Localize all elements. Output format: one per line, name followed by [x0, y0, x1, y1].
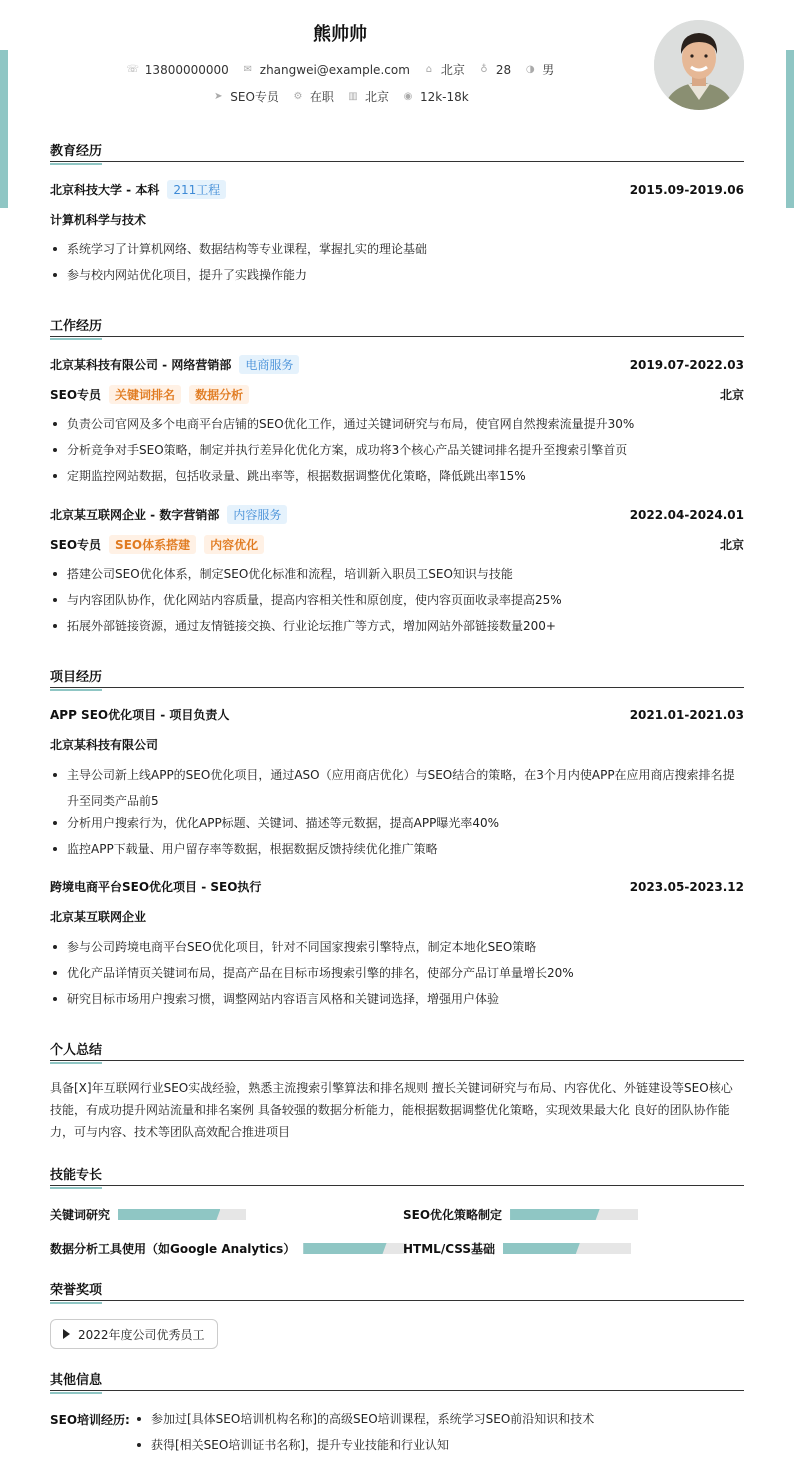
other-section [50, 1369, 744, 1391]
target-city-value: 北京 [364, 90, 389, 104]
project-date: 2023.05-2023.12 [629, 879, 744, 894]
projects-section [50, 666, 744, 688]
education-section [50, 140, 744, 162]
project-name: 跨境电商平台SEO优化项目 - SEO执行 [50, 880, 262, 894]
list-item: 优化产品详情页关键词布局，提高产品在目标市场搜索引擎的排名，使部分产品订单量增长20% [50, 960, 744, 986]
avatar [654, 20, 744, 110]
phone-info [126, 63, 229, 77]
age-value: 28 [495, 62, 512, 77]
email-info [241, 63, 410, 77]
send-icon: ➤ [214, 91, 223, 102]
list-item: 系统学习了计算机网络、数据结构等专业课程，掌握扎实的理论基础 [50, 236, 744, 262]
education-header-row [50, 180, 744, 199]
skill-name: SEO优化策略制定 [403, 1208, 503, 1222]
skill-item [403, 1240, 631, 1257]
home-icon: ⌂ [425, 64, 433, 75]
summary-section [50, 1039, 744, 1061]
salary-value: 12k-18k [419, 89, 469, 104]
skill-item [403, 1206, 638, 1223]
cake-icon: ♁ [480, 64, 488, 75]
industry-tag: 内容服务 [227, 505, 287, 524]
job-header-row [50, 355, 744, 374]
skill-name: 数据分析工具使用（如Google Analytics） [50, 1242, 296, 1256]
gender-info [523, 61, 554, 78]
industry-tag: 电商服务 [239, 355, 299, 374]
list-item: 参加过[具体SEO培训机构名称]的高级SEO培训课程，系统学习SEO前沿知识和技术 [134, 1406, 744, 1432]
skill-bar [503, 1243, 631, 1254]
salary-info [401, 90, 469, 104]
section-title: 教育经历 [50, 140, 744, 162]
skill-tag: 关键词排名 [109, 385, 181, 404]
list-item: 分析用户搜索行为，优化APP标题、关键词、描述等元数据，提高APP曝光率40% [50, 810, 744, 836]
section-title: 荣誉奖项 [50, 1279, 744, 1301]
job-role-row [50, 535, 744, 554]
skill-bar-fill [303, 1243, 386, 1254]
list-item: 与内容团队协作，优化网站内容质量，提高内容相关性和原创度，使内容页面收录率提高25% [50, 587, 744, 613]
awards-section [50, 1279, 744, 1301]
skill-tag: 内容优化 [204, 535, 264, 554]
skill-bar-fill [503, 1243, 580, 1254]
contact-row [50, 61, 630, 78]
section-title: 其他信息 [50, 1369, 744, 1391]
project-header-row [50, 706, 744, 723]
skill-bar [510, 1209, 638, 1220]
city-value: 北京 [440, 63, 465, 77]
age-info [477, 63, 511, 77]
job-role: SEO专员 [50, 388, 102, 402]
award-label: 2022年度公司优秀员工 [78, 1327, 205, 1342]
list-item: 拓展外部链接资源，通过友情链接交换、行业论坛推广等方式，增加网站外部链接数量200+ [50, 613, 744, 639]
phone-icon: ☏ [126, 64, 140, 75]
job-date: 2022.04-2024.01 [629, 507, 744, 522]
list-item: 获得[相关SEO培训证书名称]，提升专业技能和行业认知 [134, 1432, 744, 1458]
company-name: 北京某互联网企业 - 数字营销部 [50, 508, 220, 522]
school-tag: 211工程 [167, 180, 226, 199]
skill-tag: SEO体系搭建 [109, 535, 196, 554]
gear-icon: ⚙ [293, 91, 303, 102]
skill-tag: 数据分析 [189, 385, 249, 404]
job-intent-row [50, 88, 630, 105]
email-value: zhangwei@example.com [259, 62, 410, 77]
skill-bar-fill [510, 1209, 600, 1220]
gender-icon: ◑ [525, 64, 535, 75]
company-name: 北京某科技有限公司 - 网络营销部 [50, 358, 232, 372]
job-role: SEO专员 [50, 538, 102, 552]
major-row [50, 211, 744, 228]
list-item: 负责公司官网及多个电商平台店铺的SEO优化工作，通过关键词研究与布局，使官网自然搜索流量提升30% [50, 411, 744, 437]
award-item[interactable] [50, 1319, 218, 1349]
skill-bar-fill [118, 1209, 220, 1220]
list-item: 参与校内网站优化项目，提升了实践操作能力 [50, 262, 744, 288]
job-header-row [50, 505, 744, 524]
mail-icon: ✉ [243, 64, 252, 75]
list-item: 搭建公司SEO优化体系，制定SEO优化标准和流程，培训新入职员工SEO知识与技能 [50, 561, 744, 587]
project-header-row [50, 878, 744, 895]
skills-section [50, 1164, 744, 1186]
project-company: 北京某科技有限公司 [50, 738, 159, 752]
list-item: 研究目标市场用户搜索习惯，调整网站内容语言风格和关键词选择，增强用户体验 [50, 986, 744, 1012]
skill-bar [303, 1243, 407, 1254]
candidate-name: 熊帅帅 [313, 24, 367, 45]
section-title: 技能专长 [50, 1164, 744, 1186]
list-item: 主导公司新上线APP的SEO优化项目，通过ASO（应用商店优化）与SEO结合的策略，在3个月内使APP在应用商店搜索排名提升至同类产品前5 [50, 762, 744, 814]
position-value: SEO专员 [230, 90, 279, 104]
education-date: 2015.09-2019.06 [629, 182, 744, 197]
skill-name: 关键词研究 [50, 1208, 111, 1222]
coin-icon: ◉ [403, 91, 413, 102]
section-title: 工作经历 [50, 315, 744, 337]
summary-text: 具备[X]年互联网行业SEO实战经验，熟悉主流搜索引擎算法和排名规则 擅长关键词研究与布局、内容优化、外链建设等SEO核心技能，有成功提升网站流量和排名案例 具备较强的数据分析能力，能根据数据调整优化策略，实现效果最大化 良好的团队协作能力，可与内容、技术等团队高效配合推进项目 [50, 1081, 733, 1139]
school-name: 北京科技大学 - 本科 [50, 183, 160, 197]
city-info [422, 61, 465, 78]
job-location: 北京 [719, 538, 744, 552]
job-role-row [50, 385, 744, 404]
status-info [291, 88, 334, 105]
target-city-info [346, 88, 389, 105]
decor-bar-right [786, 50, 794, 208]
skill-item [50, 1240, 407, 1257]
project-name: APP SEO优化项目 - 项目负责人 [50, 708, 230, 722]
section-title: 项目经历 [50, 666, 744, 688]
resume-page [50, 0, 744, 1452]
job-location: 北京 [719, 388, 744, 402]
project-company-row [50, 736, 744, 753]
training-label: SEO培训经历: [50, 1413, 130, 1427]
list-item: 定期监控网站数据，包括收录量、跳出率等，根据数据调整优化策略，降低跳出率15% [50, 463, 744, 489]
position-info [211, 88, 279, 105]
work-section [50, 315, 744, 337]
phone-value: 13800000000 [144, 62, 229, 77]
list-item: 参与公司跨境电商平台SEO优化项目，针对不同国家搜索引擎特点，制定本地化SEO策略 [50, 934, 744, 960]
status-value: 在职 [309, 90, 334, 104]
decor-bar-left [0, 50, 8, 208]
project-company: 北京某互联网企业 [50, 910, 147, 924]
project-date: 2021.01-2021.03 [629, 707, 744, 722]
avatar-photo [654, 20, 744, 110]
skill-name: HTML/CSS基础 [403, 1242, 495, 1256]
job-date: 2019.07-2022.03 [629, 357, 744, 372]
skill-bar [118, 1209, 246, 1220]
project-company-row [50, 908, 744, 925]
major-name: 计算机科学与技术 [50, 213, 147, 227]
gender-value: 男 [542, 63, 555, 77]
building-icon: ▥ [348, 91, 358, 102]
list-item: 分析竞争对手SEO策略，制定并执行差异化优化方案，成功将3个核心产品关键词排名提升至搜索引擎首页 [50, 437, 744, 463]
resume-header [50, 0, 744, 130]
list-item: 监控APP下载量、用户留存率等数据，根据数据反馈持续优化推广策略 [50, 836, 744, 862]
section-title: 个人总结 [50, 1039, 744, 1061]
play-icon [63, 1329, 70, 1339]
skill-item [50, 1206, 246, 1223]
